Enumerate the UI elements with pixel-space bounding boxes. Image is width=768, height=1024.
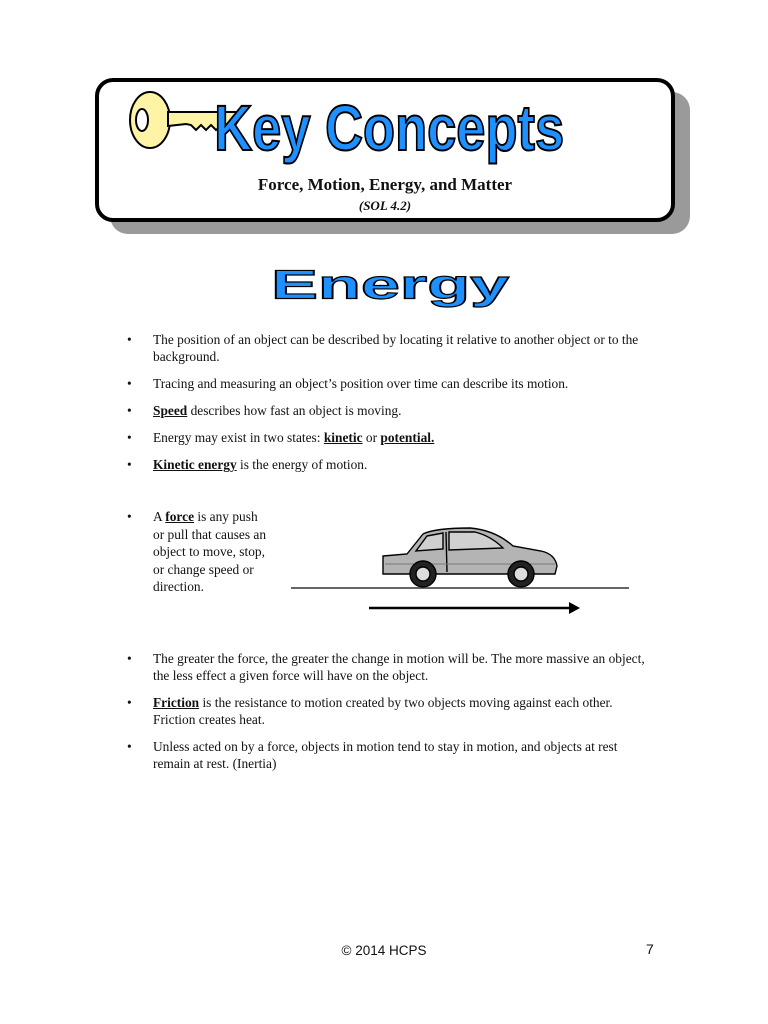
bullet-item <box>127 375 647 392</box>
key-concepts-text: Key Concepts <box>214 93 565 165</box>
sol-label: (SOL 4.2) <box>358 198 412 213</box>
page-number: 7 <box>646 941 654 957</box>
bullet-item <box>127 429 647 446</box>
key-term: kinetic <box>323 430 363 445</box>
bullet-text: The position of an object can be described by locating it relative to another object or to the background. <box>153 332 639 364</box>
key-term: Kinetic energy <box>153 457 237 472</box>
energy-title <box>270 258 510 308</box>
bullet-dot: • <box>127 739 132 754</box>
bullet-text: describes how fast an object is moving. <box>187 403 402 418</box>
bullet-text: Energy may exist in two states: <box>153 430 324 445</box>
bullet-item <box>127 331 647 365</box>
bullet-item <box>127 738 647 772</box>
bullet-dot: • <box>127 332 132 347</box>
bullet-dot: • <box>127 457 132 472</box>
arrow-head <box>569 602 580 614</box>
bullet-text: The greater the force, the greater the change in motion will be. The more massive an object, the less effect a given force will have on the object. <box>153 651 645 683</box>
bullet-text: Tracing and measuring an object’s position over time can describe its motion. <box>153 376 569 391</box>
term-force: force <box>165 509 195 524</box>
energy-title-text: Energy <box>271 262 510 308</box>
bullet-dot: • <box>127 403 132 418</box>
key-concepts-title <box>214 84 565 165</box>
force-bullet-list <box>127 650 647 782</box>
bullet-dot: • <box>127 376 132 391</box>
bullet-dot: • <box>127 651 132 666</box>
bullet-text: Unless acted on by a force, objects in motion tend to stay in motion, and objects at rest remain at rest. (Inertia) <box>153 739 618 771</box>
bullet-text: is the resistance to motion created by two objects moving against each other. Friction creates heat. <box>153 695 613 727</box>
bullet-item <box>127 650 647 684</box>
bullet-item <box>127 456 647 473</box>
energy-bullet-list <box>127 331 647 483</box>
bullet-dot: • <box>127 509 132 524</box>
bullet-text: is the energy of motion. <box>236 457 368 472</box>
car-illustration <box>285 518 635 618</box>
car-icon <box>383 528 557 587</box>
subtitle: Force, Motion, Energy, and Matter <box>257 175 513 194</box>
footer-copyright: © 2014 HCPS <box>341 943 427 958</box>
bullet-item <box>127 694 647 728</box>
bullet-text: or <box>362 430 381 445</box>
key-term: potential. <box>380 430 435 445</box>
bullet-dot: • <box>127 695 132 710</box>
key-term: Speed <box>153 403 188 418</box>
bullet-dot: • <box>127 430 132 445</box>
key-term: Friction <box>153 695 200 710</box>
force-text: A force is any push or pull that causes an object to move, stop, or change speed or direction. <box>153 509 267 594</box>
bullet-item <box>127 402 647 419</box>
